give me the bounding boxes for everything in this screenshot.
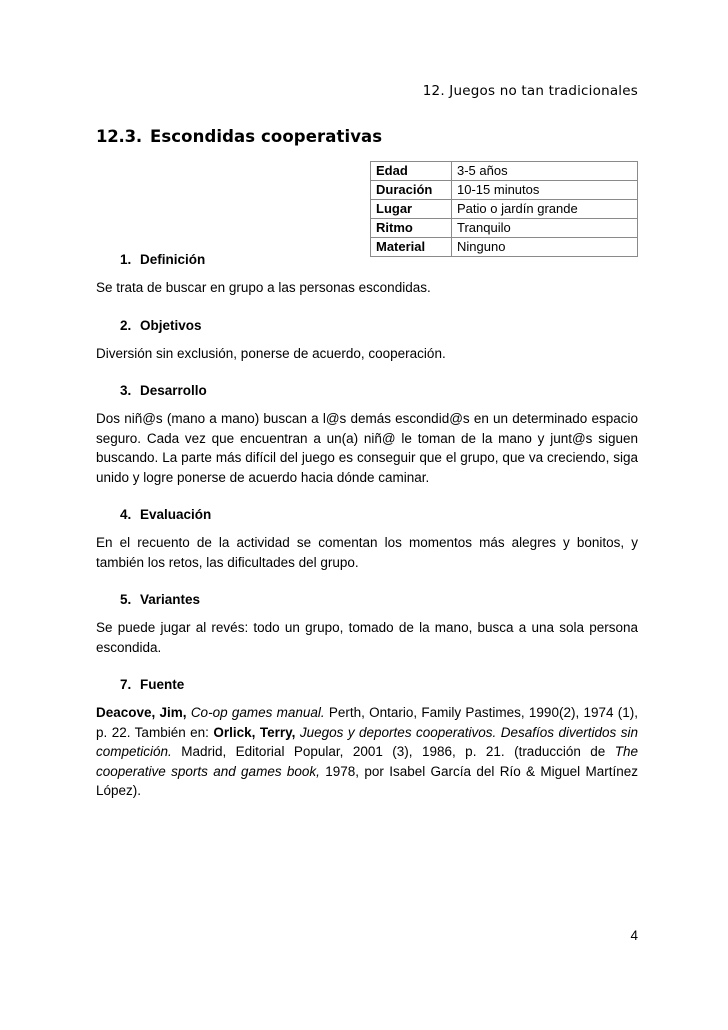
document-content	[96, 252, 638, 801]
section-body-objetivos: Diversión sin exclusión, ponerse de acuerdo, cooperación.	[96, 345, 446, 361]
section-heading-label: Desarrollo	[140, 383, 207, 398]
table-row	[371, 219, 638, 238]
page-title-number: 12.3.	[96, 127, 142, 146]
section-heading-fuente	[96, 677, 638, 692]
section-heading-label: Variantes	[140, 592, 201, 607]
citation-work-3: The cooperative sports and games book,	[96, 744, 638, 779]
info-value-lugar: Patio o jardín grande	[452, 200, 638, 219]
running-header: 12. Juegos no tan tradicionales	[422, 83, 638, 99]
citation-publication-2: Madrid, Editorial Popular, 2001 (3), 1986, p. 21. (traducción de	[171, 744, 615, 759]
info-label-lugar: Lugar	[371, 200, 452, 219]
spacer	[96, 398, 638, 409]
activity-info-table	[370, 161, 638, 257]
info-table-body	[371, 162, 638, 257]
page-title	[96, 127, 382, 146]
spacer	[96, 692, 638, 703]
info-value-material: Ninguno	[452, 238, 638, 257]
spacer	[96, 572, 638, 592]
citation-work-1: Co-op games manual.	[190, 705, 325, 720]
info-label-edad: Edad	[371, 162, 452, 181]
citation-work-2: Juegos y deportes cooperativos. Desafíos divertidos sin competición.	[96, 724, 638, 759]
section-heading-variantes	[96, 592, 638, 607]
section-heading-objetivos	[96, 318, 638, 333]
info-value-ritmo: Tranquilo	[452, 219, 638, 238]
spacer	[96, 267, 638, 278]
spacer	[96, 522, 638, 533]
section-heading-definicion	[96, 252, 638, 267]
info-label-ritmo: Ritmo	[371, 219, 452, 238]
section-body-variantes: Se puede jugar al revés: todo un grupo, tomado de la mano, busca a una sola persona escondida.	[96, 620, 638, 655]
spacer	[96, 333, 638, 344]
table-row	[371, 162, 638, 181]
section-number: 7.	[120, 677, 132, 692]
section-number: 2.	[120, 317, 132, 333]
info-label-material: Material	[371, 238, 452, 257]
citation-publication-1: Perth, Ontario, Family Pastimes, 1990(2), 1974 (1), p. 22. También en:	[96, 705, 638, 740]
table-row	[371, 181, 638, 200]
citation-publication-3: 1978, por Isabel García del Río & Miguel Martínez López).	[96, 763, 638, 798]
citation-author-2: Orlick, Terry,	[213, 724, 296, 740]
spacer	[96, 607, 638, 618]
section-heading-label: Fuente	[140, 677, 185, 692]
spacer	[96, 298, 638, 318]
section-number: 5.	[120, 592, 132, 607]
section-heading-label: Evaluación	[140, 507, 212, 522]
section-number: 4.	[120, 507, 132, 522]
info-value-duracion: 10-15 minutos	[452, 181, 638, 200]
citation-paragraph	[96, 703, 638, 801]
table-row	[371, 200, 638, 219]
section-number: 3.	[120, 383, 132, 398]
info-value-edad: 3-5 años	[452, 162, 638, 181]
section-heading-desarrollo	[96, 383, 638, 398]
section-heading-label: Objetivos	[140, 317, 202, 333]
page-title-text: Escondidas cooperativas	[150, 127, 383, 146]
page-number: 4	[630, 928, 638, 943]
section-body-definicion: Se trata de buscar en grupo a las personas escondidas.	[96, 280, 431, 295]
spacer	[96, 363, 638, 383]
citation-author-1: Deacove, Jim,	[96, 705, 187, 720]
section-body-evaluacion: En el recuento de la actividad se comentan los momentos más alegres y bonitos, y también los retos, las dificultades del grupo.	[96, 535, 638, 570]
section-number: 1.	[120, 252, 132, 267]
section-body-desarrollo: Dos niñ@s (mano a mano) buscan a l@s demás escondid@s en un determinado espacio seguro. Cada vez que encuentran a un(a) niñ@ le toman de la mano y junt@s siguen buscando. La parte más difícil del juego es conseguir que el grupo, que va creciendo, siga unido y logre ponerse de acuerdo hacia dónde caminar.	[96, 411, 638, 485]
section-heading-label: Definición	[140, 252, 206, 267]
spacer	[96, 657, 638, 677]
spacer	[96, 487, 638, 507]
info-label-duracion: Duración	[371, 181, 452, 200]
section-heading-evaluacion	[96, 507, 638, 522]
